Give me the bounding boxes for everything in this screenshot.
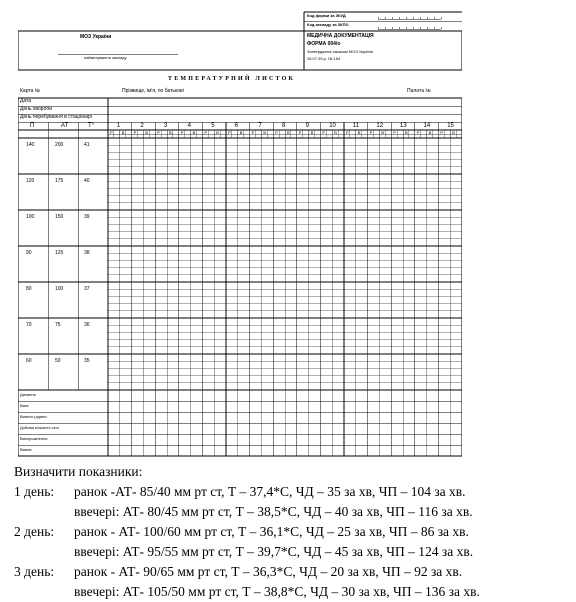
evening-letter: В	[357, 129, 361, 135]
evening-letter: В	[334, 129, 337, 135]
scale-temp-label: 38	[84, 250, 90, 256]
task-row-2-morning: ранок - АТ- 100/60 мм рт ст, Т – 36,1*С, ЧД – 25 за хв, ЧП – 86 за хв.	[74, 524, 469, 539]
day-number: 5	[211, 123, 215, 129]
patient-name-label: Прізвище, ім'я, по батькові	[122, 88, 184, 94]
day-number: 12	[376, 123, 384, 129]
card-no-label: Карта №	[20, 88, 41, 94]
task-row-1-morning: ранок -АТ- 85/40 мм рт ст, Т – 37,4*С, ЧД – 35 за хв, ЧП – 104 за хв.	[74, 484, 466, 499]
morning-letter: Р	[251, 129, 255, 135]
scale-pulse-label: 100	[26, 214, 35, 220]
task-day-3: 3 день:	[14, 564, 55, 579]
doc-type-label: МЕДИЧНА ДОКУМЕНТАЦІЯ	[307, 33, 374, 39]
evening-letter: В	[263, 129, 267, 135]
day-number: 11	[352, 123, 360, 129]
ministry-label: МОЗ України	[80, 34, 112, 40]
scale-pulse-label: 70	[26, 322, 32, 328]
task-heading: Визначити показники:	[14, 464, 143, 479]
institution-caption: найменування закладу	[84, 55, 127, 60]
row-label-date: Дата	[20, 98, 32, 104]
day-number: 6	[234, 123, 239, 129]
bottom-row-label: Ванна	[20, 447, 32, 452]
scale-temp-label: 41	[84, 142, 90, 148]
bottom-row-label: Дихання	[20, 392, 36, 397]
morning-letter: Р	[369, 129, 373, 135]
form-header-lines	[18, 10, 462, 74]
scale-pulse-label: 140	[26, 142, 35, 148]
evening-letter: В	[239, 129, 243, 135]
row-label-stay-day: День перебування в стаціонарі	[20, 114, 92, 120]
day-number: 13	[400, 123, 407, 129]
morning-letter: Р	[298, 129, 302, 135]
day-number: 3	[164, 123, 168, 129]
morning-letter: Р	[110, 129, 113, 135]
day-number: 4	[187, 123, 191, 129]
row-label-illness-day: День хвороби	[20, 106, 53, 112]
scale-pulse-label: 120	[26, 178, 35, 184]
day-number: 8	[282, 123, 286, 129]
task-row-1-evening: ввечері: АТ- 80/45 мм рт ст, Т – 38,5*С, ЧД – 40 за хв, ЧП – 116 за хв.	[74, 504, 473, 519]
task-day-1: 1 день:	[14, 484, 55, 499]
day-number: 15	[447, 123, 454, 129]
scale-temp-label: 39	[84, 214, 90, 220]
scale-bp-label: 175	[55, 178, 64, 184]
scale-pulse-label: 60	[26, 358, 32, 364]
bottom-row-label: Випорожнення	[20, 436, 48, 441]
morning-letter: Р	[322, 129, 326, 135]
morning-letter: Р	[228, 129, 231, 135]
scale-temp-label: 37	[84, 286, 90, 292]
day-number: 10	[329, 123, 336, 129]
morning-letter: Р	[275, 129, 278, 135]
morning-letter: Р	[204, 129, 208, 135]
sheet-title: ТЕМПЕРАТУРНИЙ ЛИСТОК	[168, 76, 296, 82]
col-header-bp: АТ	[61, 123, 69, 129]
day-number: 14	[423, 123, 431, 129]
ward-no-label: Палата №	[407, 88, 431, 94]
scale-bp-label: 75	[55, 322, 61, 328]
col-header-temp: T°	[88, 123, 95, 129]
morning-letter: Р	[346, 129, 349, 135]
task-day-2: 2 день:	[14, 524, 55, 539]
day-number: 9	[305, 123, 309, 129]
task-row-2-evening: ввечері: АТ- 95/55 мм рт ст, Т – 39,7*С, ЧД – 45 за хв, ЧП – 124 за хв.	[74, 544, 474, 559]
evening-letter: В	[121, 129, 125, 135]
morning-letter: Р	[133, 129, 137, 135]
bottom-row-label: Вага	[20, 403, 29, 408]
scale-bp-label: 200	[55, 142, 64, 148]
approved-date-label: 26.07.99 р. № 184	[307, 56, 341, 61]
scale-pulse-label: 90	[26, 250, 32, 256]
bottom-row-label: Добова кількість сечі	[20, 425, 59, 430]
grid-labels	[18, 90, 462, 470]
morning-letter: Р	[180, 129, 184, 135]
scale-bp-label: 150	[55, 214, 64, 220]
evening-letter: В	[310, 129, 314, 135]
scale-bp-label: 100	[55, 286, 64, 292]
day-number: 1	[116, 123, 121, 129]
morning-letter: Р	[393, 129, 396, 135]
evening-letter: В	[145, 129, 149, 135]
scale-bp-label: 50	[55, 358, 61, 364]
task-row-3-evening: ввечері: АТ- 105/50 мм рт ст, Т – 38,8*С, ЧД – 30 за хв, ЧП – 136 за хв.	[74, 584, 480, 599]
evening-letter: В	[216, 129, 219, 135]
code-zkud-label: Код форми за ЗКУД	[307, 13, 346, 18]
evening-letter: В	[381, 129, 385, 135]
morning-letter: Р	[440, 129, 444, 135]
approved-label: Затверджена наказом МОЗ України	[307, 49, 374, 54]
scale-temp-label: 40	[84, 178, 90, 184]
scale-pulse-label: 80	[26, 286, 32, 292]
scale-bp-label: 125	[55, 250, 64, 256]
evening-letter: В	[287, 129, 290, 135]
evening-letter: В	[192, 129, 196, 135]
evening-letter: В	[169, 129, 172, 135]
evening-letter: В	[452, 129, 455, 135]
code-zkpo-label: Код закладу за ЗКПО	[307, 22, 349, 27]
morning-letter: Р	[157, 129, 160, 135]
form-number-label: ФОРМА 004/о	[307, 41, 341, 47]
task-row-3-morning: ранок - АТ- 90/65 мм рт ст, Т – 36,3*С, ЧД – 20 за хв, ЧП – 92 за хв.	[74, 564, 463, 579]
day-number: 7	[258, 123, 262, 129]
evening-letter: В	[428, 129, 432, 135]
day-number: 2	[140, 123, 144, 129]
temperature-sheet-form	[18, 10, 462, 458]
bottom-row-label: Випито рідини	[20, 414, 47, 419]
scale-temp-label: 36	[84, 322, 90, 328]
scale-temp-label: 35	[84, 358, 90, 364]
col-header-pulse: П	[30, 123, 35, 129]
evening-letter: В	[405, 129, 408, 135]
morning-letter: Р	[416, 129, 420, 135]
